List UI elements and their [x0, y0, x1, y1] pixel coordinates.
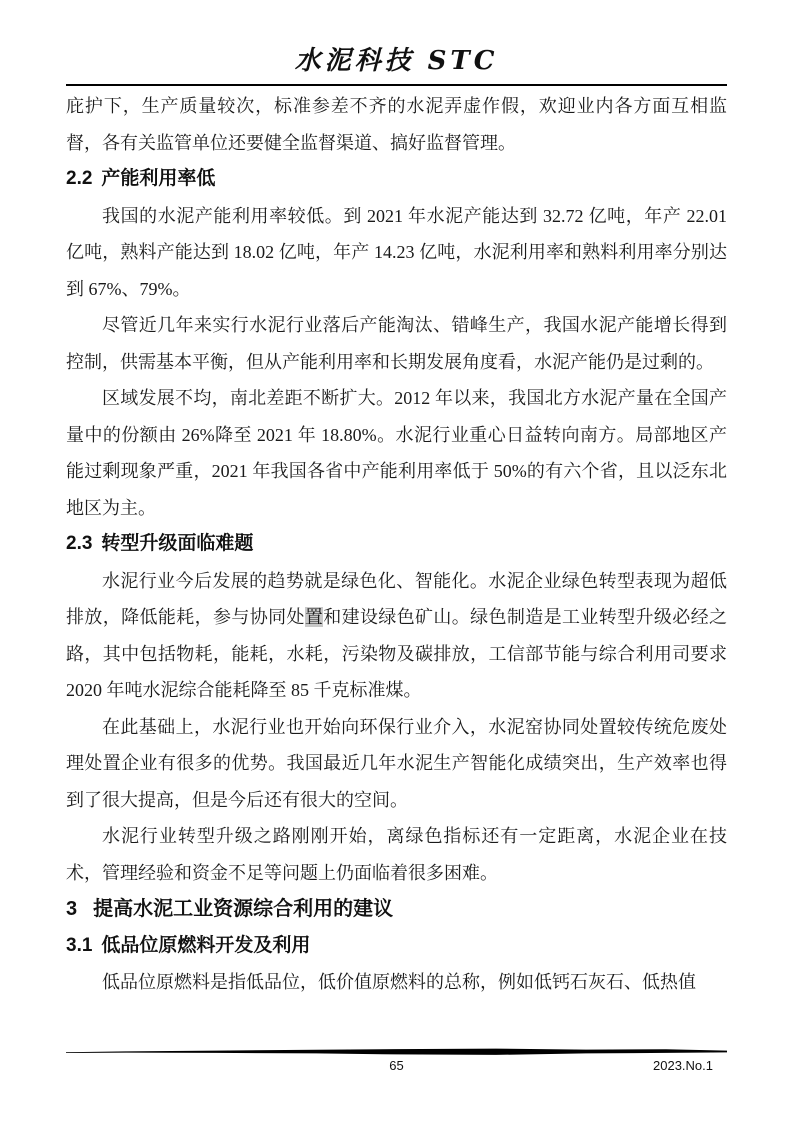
section-title: 提高水泥工业资源综合利用的建议: [93, 898, 394, 920]
paragraph-overcapacity: 尽管近几年来实行水泥行业落后产能淘汰、错峰生产，我国水泥产能增长得到控制，供需基本平衡，但从产能利用率和长期发展角度看，水泥产能仍是过剩的。: [66, 315, 727, 372]
highlighted-character: 置: [304, 607, 324, 627]
page-footer: [66, 1048, 727, 1075]
section-heading-2-2: [66, 161, 727, 198]
page-number: 65: [389, 1058, 404, 1073]
section-title: 产能利用率低: [101, 168, 216, 189]
article-body: [66, 88, 727, 1001]
section-number: 3.1: [66, 934, 93, 956]
section-title: 转型升级面临难题: [101, 533, 254, 554]
paragraph-low-grade-fuel: 低品位原燃料是指低品位，低价值原燃料的总称，例如低钙石灰石、低热值: [102, 972, 696, 992]
section-heading-3: [66, 891, 727, 928]
section-title: 低品位原燃料开发及利用: [101, 934, 311, 956]
page-header: [66, 0, 727, 86]
paragraph-regional-imbalance: 区域发展不均，南北差距不断扩大。2012 年以来，我国北方水泥产量在全国产量中的份额由 26%降至 2021 年 18.80%。水泥行业重心日益转向南方。局部地区产能过剩现象严重，2021 年我国各省中产能利用率低于 50%的有六个省，且以泛东北地区为主。: [66, 388, 727, 518]
journal-title: 水泥科技 STC: [294, 46, 499, 76]
section-number: 2.2: [66, 168, 93, 189]
footer-row: [66, 1057, 727, 1075]
issue-label: 2023.No.1: [653, 1058, 713, 1073]
paragraph-transformation-difficulties: 水泥行业转型升级之路刚刚开始，离绿色指标还有一定距离，水泥企业在技术，管理经验和资金不足等问题上仍面临着很多困难。: [66, 826, 727, 883]
paragraph-capacity-utilization: 我国的水泥产能利用率较低。到 2021 年水泥产能达到 32.72 亿吨，年产 22.01 亿吨，熟料产能达到 18.02 亿吨，年产 14.23 亿吨，水泥利用率和熟料利用率分别达到 67%、79%。: [66, 205, 727, 299]
section-heading-3-1: [66, 928, 727, 965]
section-number: 2.3: [66, 533, 93, 554]
paragraph-continuation: 庇护下，生产质量较次，标准参差不齐的水泥弄虚作假，欢迎业内各方面互相监督，各有关监管单位还要健全监督渠道、搞好监督管理。: [66, 96, 727, 153]
paragraph-text-after: 和建设绿色矿山。绿色制造是工业转型升级必经之路，其中包括物耗，能耗，水耗，污染物及碳排放，工信部节能与综合利用司要求 2020 年吨水泥综合能耗降至 85 千克标准煤。: [66, 607, 728, 700]
section-heading-2-3: [66, 526, 727, 563]
section-number: 3: [66, 898, 78, 920]
paragraph-green-transformation: [66, 563, 727, 709]
paragraph-co-processing: 在此基础上，水泥行业也开始向环保行业介入，水泥窑协同处置较传统危废处理处置企业有很多的优势。我国最近几年水泥生产智能化成绩突出，生产效率也得到了很大提高，但是今后还有很大的空间。: [66, 716, 727, 810]
paragraph-text-before: 水泥行业今后发展的趋势就是绿色化、智能化。水泥企业绿色转型表现为超低排放，降低能耗，参与协同处: [66, 570, 727, 627]
footer-rule: [66, 1048, 727, 1056]
